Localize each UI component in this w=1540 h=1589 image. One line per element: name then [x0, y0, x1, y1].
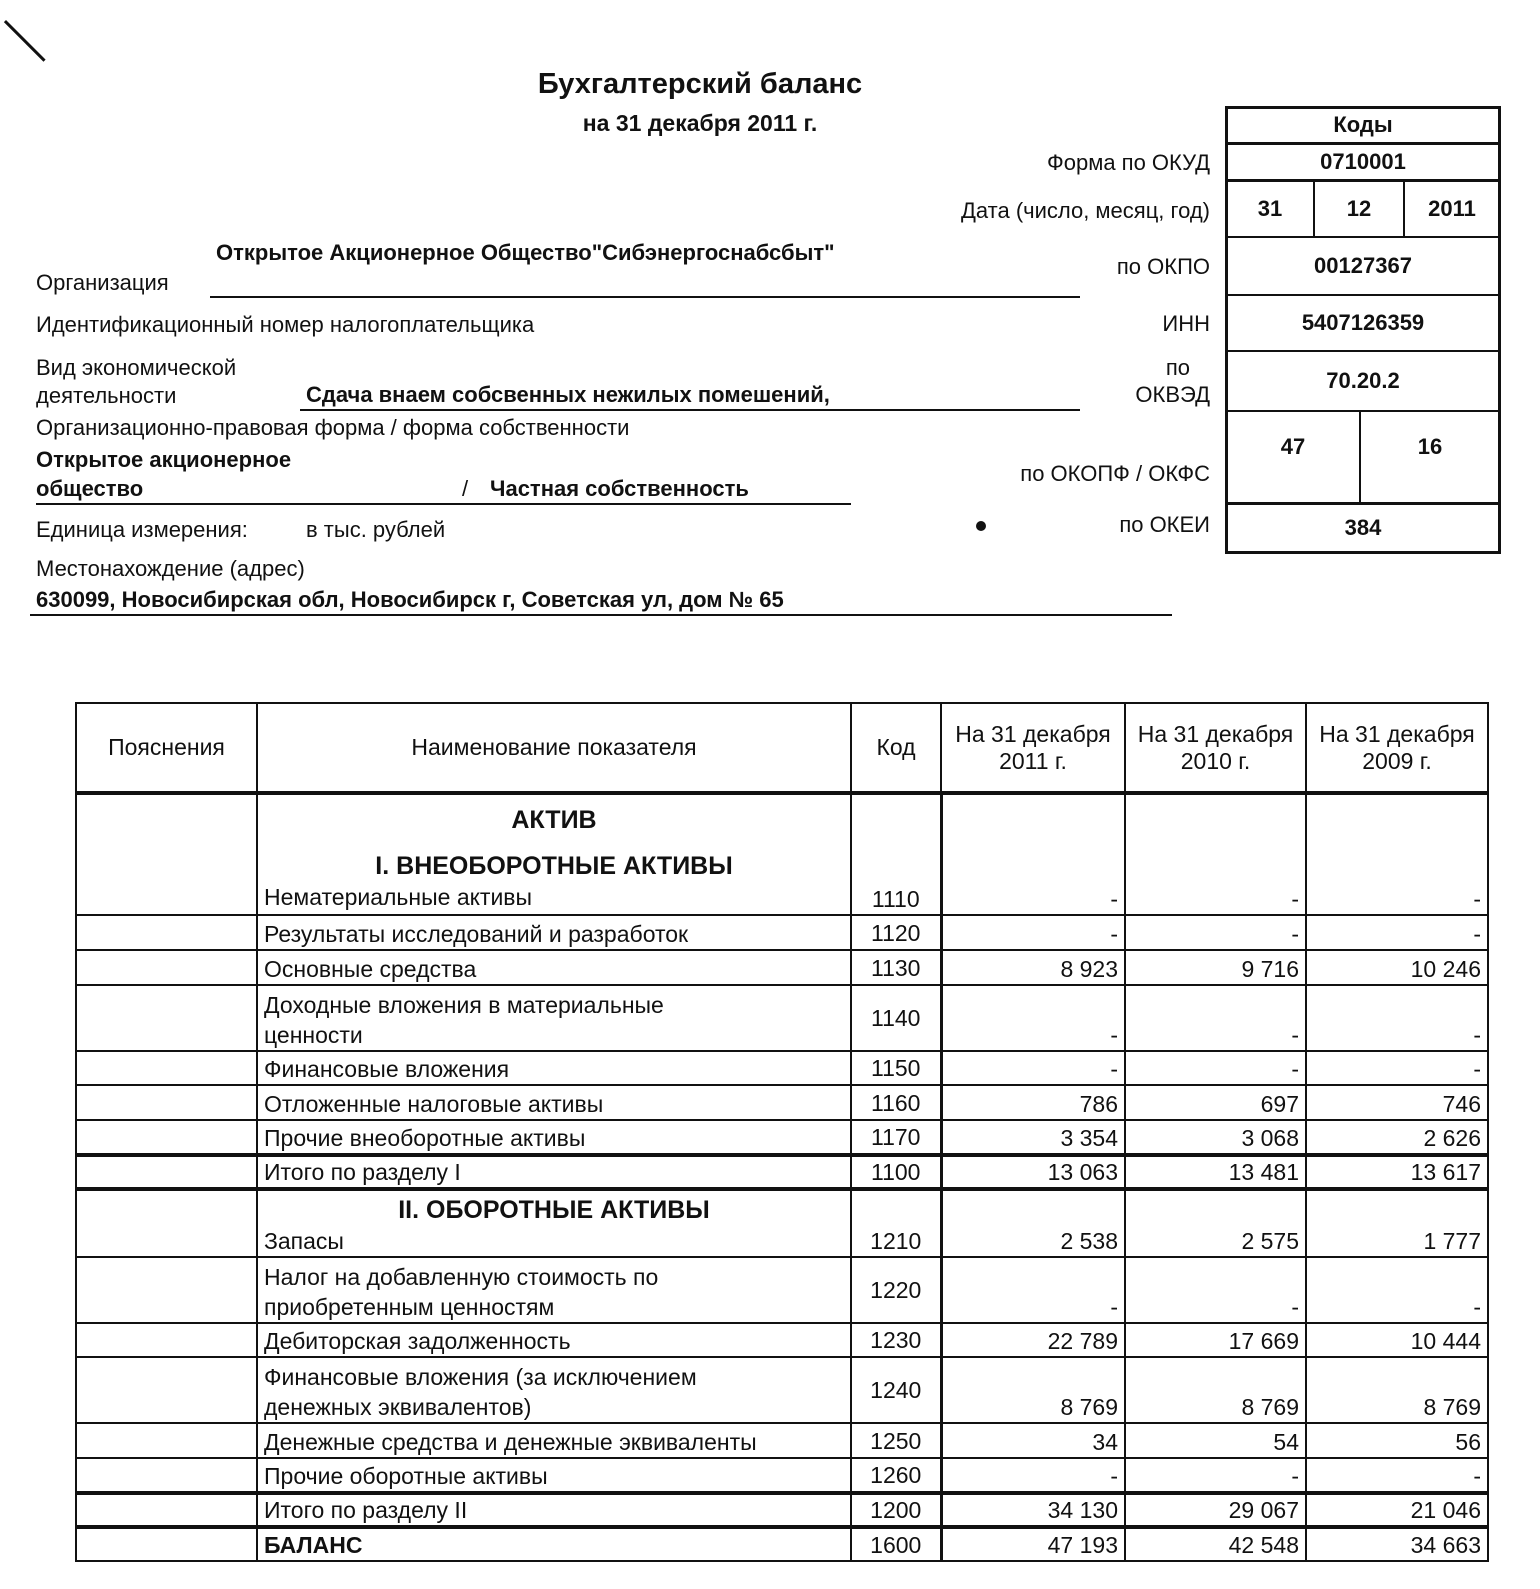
row-code: 1200: [851, 1493, 941, 1527]
inn-label: Идентификационный номер налогоплательщика: [36, 312, 535, 337]
unit-value: в тыс. рублей: [306, 517, 446, 542]
table-row: [76, 1189, 1488, 1257]
row-code: 1250: [851, 1423, 941, 1458]
row-value-2009: -: [1306, 985, 1488, 1051]
row-value-2011: -: [941, 915, 1125, 950]
bullet-dot: [976, 521, 986, 531]
okopf-value: 47: [1225, 410, 1361, 504]
row-value-2009: 34 663: [1306, 1527, 1488, 1561]
row-value-2009: 2 626: [1306, 1120, 1488, 1155]
row-value-2010: 29 067: [1125, 1493, 1306, 1527]
table-row: [76, 793, 1488, 915]
inn-code-label: ИНН: [1162, 311, 1210, 336]
col-2010-line1: На 31 декабря: [1137, 720, 1294, 747]
row-code: 1150: [851, 1051, 941, 1085]
codes-title: Коды: [1225, 106, 1501, 144]
legal-form-value: Открытое акционерное: [36, 447, 292, 472]
row-value-2011: 34 130: [941, 1493, 1125, 1527]
row-value-2009: -: [1306, 915, 1488, 950]
address-label: Местонахождение (адрес): [36, 556, 305, 581]
section-1-title: I. ВНЕОБОРОТНЫЕ АКТИВЫ: [375, 852, 733, 880]
row-value-2011: 786: [941, 1085, 1125, 1120]
table-header-row: [76, 703, 1488, 793]
row-value-2011: -: [941, 1458, 1125, 1493]
col-2009: [1306, 703, 1488, 793]
row-value-2009: -: [1306, 1257, 1488, 1323]
date-month: 12: [1313, 180, 1405, 238]
row-value-2010: 2 575: [1125, 1189, 1306, 1257]
okei-value: 384: [1225, 502, 1501, 554]
section-active: АКТИВ: [511, 806, 597, 834]
table-row: [76, 1423, 1488, 1458]
org-label: Организация: [36, 270, 169, 295]
row-code: 1220: [851, 1257, 941, 1323]
row-name: Результаты исследований и разработок: [257, 915, 851, 950]
okved-value: 70.20.2: [1225, 350, 1501, 412]
col-notes: Пояснения: [76, 703, 257, 793]
table-row: [76, 1458, 1488, 1493]
row-value-2010: 697: [1125, 1085, 1306, 1120]
unit-label: Единица измерения:: [36, 517, 248, 542]
col-2011-line2: 2011 г.: [999, 747, 1067, 774]
row-name: Прочие оборотные активы: [257, 1458, 851, 1493]
col-2011: [941, 703, 1125, 793]
form-separator: /: [462, 476, 469, 501]
table-row: [76, 1323, 1488, 1357]
okei-label: по ОКЕИ: [1119, 512, 1210, 537]
row-value-2009: -: [1306, 793, 1488, 915]
row-value-2009: 21 046: [1306, 1493, 1488, 1527]
okfs-value: 16: [1359, 410, 1501, 504]
row-value-2010: -: [1125, 1257, 1306, 1323]
row-value-2011: 13 063: [941, 1155, 1125, 1189]
balance-table: [75, 702, 1489, 1562]
row-value-2010: -: [1125, 985, 1306, 1051]
row-value-2011: 47 193: [941, 1527, 1125, 1561]
row-name: Финансовые вложения (за исключением: [264, 1364, 697, 1390]
row-value-2009: 56: [1306, 1423, 1488, 1458]
okpo-label: по ОКПО: [1116, 254, 1210, 279]
row-value-2010: 17 669: [1125, 1323, 1306, 1357]
row-value-2011: 34: [941, 1423, 1125, 1458]
row-value-2011: -: [941, 985, 1125, 1051]
table-row: [76, 1357, 1488, 1423]
activity-label: Вид экономической: [36, 355, 237, 380]
row-code: 1230: [851, 1323, 941, 1357]
row-name-line2: приобретенным ценностям: [264, 1294, 555, 1320]
row-value-2009: -: [1306, 1458, 1488, 1493]
row-value-2009: 746: [1306, 1085, 1488, 1120]
row-name: Нематериальные активы: [264, 884, 533, 910]
ownership-value: Частная собственность: [490, 476, 749, 501]
row-value-2010: -: [1125, 915, 1306, 950]
row-code: 1600: [851, 1527, 941, 1561]
date-label: Дата (число, месяц, год): [960, 198, 1210, 223]
table-row: [76, 915, 1488, 950]
col-code: Код: [851, 703, 941, 793]
row-value-2009: 10 246: [1306, 950, 1488, 985]
row-value-2011: 22 789: [941, 1323, 1125, 1357]
row-value-2011: -: [941, 793, 1125, 915]
row-code: 1260: [851, 1458, 941, 1493]
row-name: Финансовые вложения: [257, 1051, 851, 1085]
row-name: Итого по разделу I: [257, 1155, 851, 1189]
legal-form-label: Организационно-правовая форма / форма собственности: [36, 415, 630, 440]
row-value-2009: 8 769: [1306, 1357, 1488, 1423]
row-name: Запасы: [264, 1228, 344, 1254]
pen-mark: [4, 20, 46, 62]
row-value-2011: -: [941, 1051, 1125, 1085]
row-name: Отложенные налоговые активы: [257, 1085, 851, 1120]
table-row: [76, 1257, 1488, 1323]
legal-form-underline: [36, 503, 851, 505]
row-code: 1160: [851, 1085, 941, 1120]
activity-label-2: деятельности: [36, 383, 177, 408]
org-underline: [210, 296, 1080, 298]
date-year: 2011: [1403, 180, 1501, 238]
table-row: [76, 985, 1488, 1051]
date-day: 31: [1225, 180, 1315, 238]
row-value-2011: 8 769: [941, 1357, 1125, 1423]
row-value-2010: 3 068: [1125, 1120, 1306, 1155]
col-2009-line2: 2009 г.: [1362, 747, 1432, 774]
address-value: 630099, Новосибирская обл, Новосибирск г, Советская ул, дом № 65: [36, 587, 784, 612]
activity-value: Сдача внаем собсвенных нежилых помешений,: [306, 382, 830, 407]
row-value-2009: -: [1306, 1051, 1488, 1085]
activity-underline: [300, 409, 1080, 411]
okud-value: 0710001: [1225, 142, 1501, 182]
table-row: [76, 1120, 1488, 1155]
row-value-2010: 13 481: [1125, 1155, 1306, 1189]
section-2-title: II. ОБОРОТНЫЕ АКТИВЫ: [398, 1196, 710, 1224]
row-code: 1210: [851, 1189, 941, 1257]
row-name: Основные средства: [257, 950, 851, 985]
table-row-balance: [76, 1527, 1488, 1561]
inn-value: 5407126359: [1225, 294, 1501, 352]
okud-label: Форма по ОКУД: [1047, 150, 1210, 175]
row-name: Дебиторская задолженность: [257, 1323, 851, 1357]
row-code: 1130: [851, 950, 941, 985]
org-value: Открытое Акционерное Общество"Сибэнергоснабсбыт": [216, 240, 835, 265]
row-name: Прочие внеоборотные активы: [257, 1120, 851, 1155]
row-name: БАЛАНС: [257, 1527, 851, 1561]
codes-box: [1225, 106, 1501, 554]
row-value-2009: 13 617: [1306, 1155, 1488, 1189]
table-row: [76, 950, 1488, 985]
table-row: [76, 1085, 1488, 1120]
row-name: Итого по разделу II: [257, 1493, 851, 1527]
row-code: 1240: [851, 1357, 941, 1423]
col-2009-line1: На 31 декабря: [1319, 720, 1475, 747]
row-code: 1120: [851, 915, 941, 950]
legal-form-value-2: общество: [36, 476, 144, 501]
row-value-2011: 8 923: [941, 950, 1125, 985]
row-value-2009: 10 444: [1306, 1323, 1488, 1357]
row-code: 1170: [851, 1120, 941, 1155]
row-value-2010: 8 769: [1125, 1357, 1306, 1423]
row-value-2010: 42 548: [1125, 1527, 1306, 1561]
row-code: 1110: [851, 793, 941, 915]
row-code: 1140: [851, 985, 941, 1051]
row-name-line2: денежных эквивалентов): [264, 1394, 532, 1420]
row-value-2010: 9 716: [1125, 950, 1306, 985]
row-value-2011: -: [941, 1257, 1125, 1323]
col-2010: [1125, 703, 1306, 793]
okopf-label: по ОКОПФ / ОКФС: [1020, 461, 1210, 486]
row-code: 1100: [851, 1155, 941, 1189]
row-value-2010: -: [1125, 1051, 1306, 1085]
col-name: Наименование показателя: [257, 703, 851, 793]
address-underline: [30, 614, 1172, 616]
table-row-total: [76, 1493, 1488, 1527]
okved-label-2: ОКВЭД: [1135, 382, 1210, 407]
table-row: [76, 1051, 1488, 1085]
row-name-line2: ценности: [264, 1022, 363, 1048]
document-title: Бухгалтерский баланс: [537, 68, 863, 100]
row-name: Доходные вложения в материальные: [264, 992, 664, 1018]
document-date: на 31 декабря 2011 г.: [582, 110, 818, 136]
row-name: Налог на добавленную стоимость по: [264, 1264, 659, 1290]
row-value-2010: -: [1125, 793, 1306, 915]
col-2011-line1: На 31 декабря: [955, 720, 1111, 747]
row-value-2011: 3 354: [941, 1120, 1125, 1155]
row-value-2009: 1 777: [1306, 1189, 1488, 1257]
okved-label: по: [1165, 355, 1190, 380]
table-row-total: [76, 1155, 1488, 1189]
row-value-2010: -: [1125, 1458, 1306, 1493]
row-name: Денежные средства и денежные эквиваленты: [257, 1423, 851, 1458]
col-2010-line2: 2010 г.: [1180, 747, 1251, 774]
row-value-2011: 2 538: [941, 1189, 1125, 1257]
row-value-2010: 54: [1125, 1423, 1306, 1458]
okpo-value: 00127367: [1225, 236, 1501, 296]
